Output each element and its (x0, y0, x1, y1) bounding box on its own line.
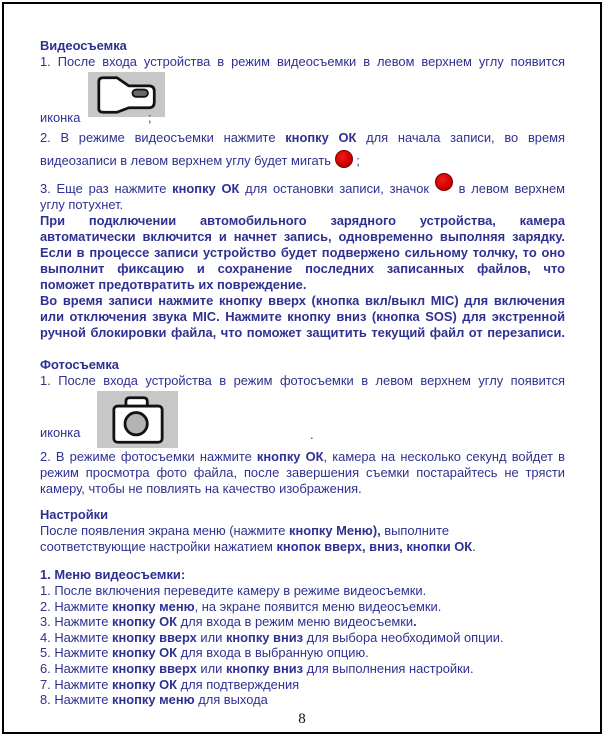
photo-step-2-line-1 (40, 449, 565, 465)
text-run: 4. Нажмите (40, 629, 113, 645)
text-run: Во время записи нажмите кнопку вверх (кнопка вкл/выкл MIC) для включения (40, 293, 565, 308)
photo-camera-icon (97, 391, 178, 448)
text-run: кнопку вверх (112, 660, 197, 676)
manual-page-content (40, 38, 565, 708)
text-run: После появления экрана меню (нажмите (40, 523, 290, 538)
video-menu-item-2 (40, 599, 565, 615)
text-run: кнопку ОК (112, 614, 178, 630)
text-run: кнопку Меню), (289, 523, 381, 538)
video-icon-suffix: ; (148, 110, 152, 125)
text-run: 6. Нажмите (40, 660, 113, 676)
text-run: для входа в выбранную опцию. (177, 645, 369, 661)
text-run: 2. Нажмите (40, 598, 113, 614)
text-run: в левом верхнем (452, 181, 565, 196)
video-note-charger-line-1 (40, 213, 565, 229)
text-run: . (472, 539, 476, 554)
text-run: , на экране появится меню видеосъемки. (194, 598, 442, 614)
text-run: кнопку меню (112, 598, 195, 614)
video-note-gsensor-line-1 (40, 245, 565, 261)
text-run: автоматически включится и начнет запись, одновременно выполняя зарядку. (40, 229, 565, 244)
video-note-mic-line-3 (40, 325, 565, 341)
settings-section-heading: Настройки (40, 507, 109, 522)
text-run: для начала записи, во время (356, 130, 565, 145)
text-run: кнопку ОК (256, 449, 324, 464)
text-run: 7. Нажмите (40, 676, 113, 692)
text-run: кнопку ОК (285, 130, 357, 145)
text-run: кнопку меню (112, 692, 195, 708)
text-run: для остановки записи, значок (239, 181, 435, 196)
photo-icon-label: иконка (40, 425, 81, 440)
video-menu-item-8 (40, 692, 565, 708)
video-note-gsensor-line-3 (40, 277, 565, 293)
video-note-gsensor-line-2 (40, 261, 565, 277)
video-menu-heading: 1. Меню видеосъемки: (40, 567, 186, 582)
text-run: . (413, 614, 417, 630)
section-photo-shooting (40, 357, 565, 497)
text-run: кнопку вниз (225, 660, 304, 676)
section-video-recording (40, 38, 565, 341)
text-run: или отключения звука MIC. Нажмите кнопку вниз (кнопка SOS) для экстренной (40, 309, 565, 324)
text-run: углу потухнет. (40, 197, 124, 212)
text-run: 8. Нажмите (40, 692, 113, 708)
photo-step-1 (40, 373, 565, 389)
text-run: 3. Нажмите (40, 614, 113, 630)
text-run: поможет предотвратить их повреждение. (40, 277, 307, 292)
text-run: соответствующие настройки нажатием (40, 539, 277, 554)
settings-line-1 (40, 523, 565, 539)
text-run: 1. После входа устройства в режим фотосъемки в левом верхнем углу появится (40, 373, 565, 388)
text-run: для подтверждения (177, 676, 300, 692)
text-run: 3. Еще раз нажмите (40, 181, 173, 196)
photo-icon-suffix: . (310, 427, 314, 442)
settings-line-2 (40, 539, 565, 555)
text-run: кнопок вверх, вниз, кнопки ОК (276, 539, 473, 554)
text-run: кнопку ОК (172, 181, 240, 196)
text-run: 1. После включения переведите камеру в режиме видеосъемки. (40, 583, 427, 598)
video-menu-item-6 (40, 661, 565, 677)
video-step-3-line-1 (40, 173, 565, 197)
text-run: , камера на несколько секунд войдет в (323, 449, 565, 464)
text-run: камеру, чтобы не повлиять на качество изображения. (40, 481, 362, 496)
video-step-3-line-2 (40, 197, 565, 213)
video-section-heading: Видеосъемка (40, 38, 127, 53)
text-run: для выхода (194, 692, 268, 708)
text-run: для входа в режим меню видеосъемки (177, 614, 414, 630)
text-run: видеозаписи в левом верхнем углу будет мигать (40, 153, 335, 168)
video-icon-line (40, 70, 565, 126)
video-camera-icon (88, 72, 165, 117)
text-run: 2. В режиме видеосъемки нажмите (40, 130, 286, 145)
video-menu-item-7 (40, 677, 565, 693)
recording-dot-icon (335, 150, 353, 168)
video-note-mic-line-1 (40, 293, 565, 309)
photo-step-2-line-3 (40, 481, 565, 497)
text-run: 2. В режиме фотосъемки нажмите (40, 449, 257, 464)
video-menu-item-3 (40, 614, 565, 630)
video-menu-item-1 (40, 583, 565, 599)
recording-dot-icon (435, 173, 453, 191)
photo-icon-line (40, 391, 565, 449)
text-run: 5. Нажмите (40, 645, 113, 661)
section-settings (40, 507, 565, 555)
video-step-2-line-1 (40, 130, 565, 146)
video-step-1 (40, 54, 565, 70)
text-run: 1. После входа устройства в режим видеосъемки в левом верхнем углу появится (40, 54, 565, 69)
text-run: При подключении автомобильного зарядного устройства, камера (40, 213, 565, 228)
text-run: или (196, 629, 226, 645)
text-run: ; (352, 153, 360, 168)
video-icon-label: иконка (40, 110, 81, 125)
text-run: ручной блокировки файла, что поможет защитить текущий файл от перезаписи. (40, 325, 565, 340)
photo-step-2-line-2 (40, 465, 565, 481)
video-menu-item-5 (40, 645, 565, 661)
section-video-menu (40, 567, 565, 708)
text-run: Если в процессе записи устройство будет подвержено сильному толчку, то оно (40, 245, 565, 260)
text-run: для выполнения настройки. (303, 660, 474, 676)
photo-section-heading: Фотосъемка (40, 357, 119, 372)
text-run: выполните (380, 523, 450, 538)
video-menu-item-4 (40, 630, 565, 646)
text-run: кнопку ОК (112, 676, 178, 692)
video-note-mic-line-2 (40, 309, 565, 325)
text-run: или (196, 660, 226, 676)
page-number: 8 (298, 711, 306, 727)
text-run: кнопку вверх (112, 629, 197, 645)
video-note-charger-line-2 (40, 229, 565, 245)
video-step-2-line-2 (40, 146, 565, 173)
text-run: режим просмотра фото файла, после завершения съемки постарайтесь не трясти (40, 465, 565, 480)
text-run: для выбора необходимой опции. (303, 629, 504, 645)
text-run: выполнит фиксацию и сохранение последних записанных файлов, что (40, 261, 565, 276)
text-run: кнопку ОК (112, 645, 178, 661)
text-run: кнопку вниз (225, 629, 304, 645)
